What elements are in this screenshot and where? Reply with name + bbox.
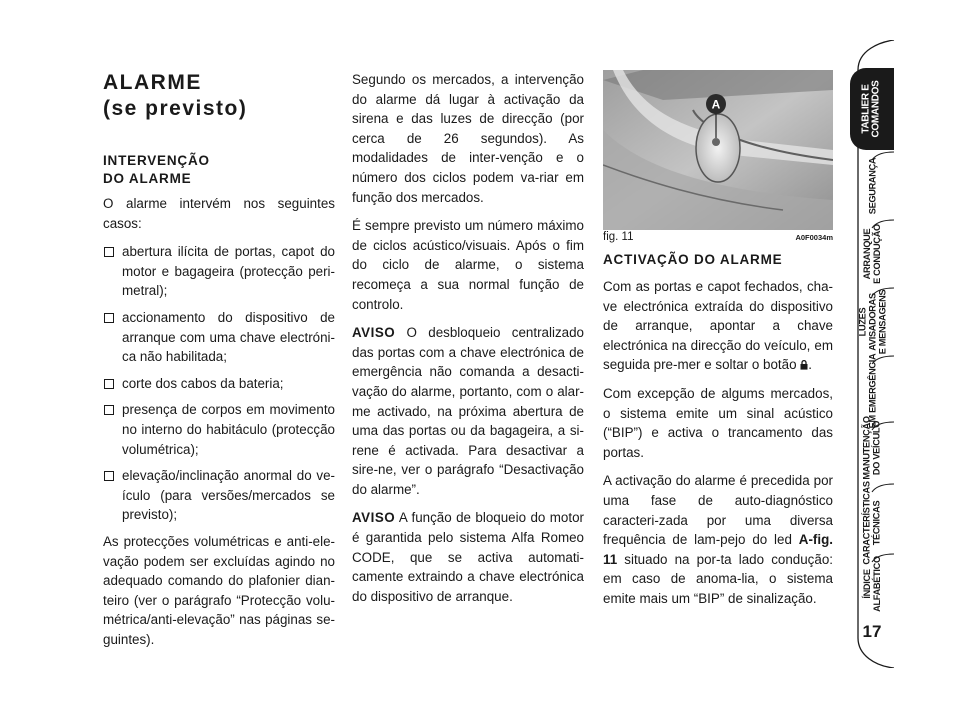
led-housing	[696, 114, 740, 182]
list-item-text: accionamento do dispositivo de arranque com uma chave electróni-ca não habilitada;	[122, 309, 335, 365]
alarm-cases-list	[103, 242, 335, 525]
led-indicator	[712, 138, 720, 146]
diagnostic-text-a: A activação do alarme é precedida por uma fase de auto-diagnóstico caracteri-zada por uma diversa frequência de lam-pejo do led	[603, 473, 833, 548]
paragraph-beep: Com excepção de algums mercados, o sistema emite um sinal acústico (“BIP”) e activa o trancamento das portas.	[603, 385, 833, 460]
paragraph-markets: Segundo os mercados, a intervenção do alarme dá lugar à activação da sirena e das luzes de direcção (por cerca de 26 segundos). As modalidades de inter-venção e o número dos ciclos podem va-riar em função dos mercados.	[352, 72, 584, 205]
figure-code: A0F0034m	[795, 233, 833, 242]
tab-label: EM EMERGÊNCIA	[867, 353, 877, 429]
list-item	[103, 400, 335, 459]
figure-caption	[603, 231, 833, 245]
checkbox-bullet-icon	[104, 471, 114, 481]
list-item-text: abertura ilícita de portas, capot do motor e bagageira (protecção peri-metral);	[122, 244, 335, 299]
tab-seguranca[interactable]	[850, 154, 894, 218]
checkbox-bullet-icon	[104, 405, 114, 415]
tab-indice-alfabetico[interactable]	[850, 552, 894, 616]
figure-label: fig. 11	[603, 231, 634, 243]
tab-label: CARACTERÍSTICAS TÉCNICAS	[862, 481, 883, 565]
chapter-sidebar	[850, 40, 896, 668]
activation-text-end: .	[808, 357, 812, 373]
diagnostic-text-b: situado na por-ta lado condução: em caso de anoma-lia, o sistema emite mais um “BIP” de sinalização.	[603, 551, 833, 606]
warning-engine-lock	[352, 508, 584, 606]
tab-label: MANUTENÇÃO DO VEÍCULO	[862, 416, 883, 480]
subheading-intervencao	[103, 152, 335, 188]
column-3	[603, 251, 833, 618]
figure-door-led	[603, 70, 833, 230]
paragraph-volumetric: As protecções volumétricas e anti-ele-vação podem ser excluídas agindo no adequado comando do plafonier dian-teiro (ver o parágrafo “Protecção volu-métrica/anti-elevação” nas páginas se-guintes).	[103, 533, 335, 647]
checkbox-bullet-icon	[104, 247, 114, 257]
tab-tablier-comandos[interactable]	[850, 68, 894, 150]
paragraph-cycles: É sempre previsto um número máximo de ciclos acústico/visuais. Após o fim do ciclo de alarme, o sistema recomeça a sua normal função de controlo.	[352, 218, 584, 312]
intro-text: O alarme intervém nos seguintes casos:	[103, 196, 335, 231]
figure-reference: A-fig. 11	[603, 532, 833, 567]
callout-marker-label: A	[711, 97, 721, 112]
list-item-text: elevação/inclinação anormal do ve-ículo (para versões/mercados se previsto);	[122, 468, 335, 523]
subheading-activacao: ACTIVAÇÃO DO ALARME	[603, 252, 783, 267]
list-item-text: presença de corpos em movimento no interno do habitáculo (protecção volumétrica);	[122, 402, 335, 457]
list-item	[103, 242, 335, 301]
paragraph-activation	[603, 277, 833, 375]
checkbox-bullet-icon	[104, 379, 114, 389]
warning-unlock	[352, 323, 584, 499]
paragraph-diagnostic	[603, 471, 833, 608]
warning-label: AVISO	[352, 325, 396, 341]
checkbox-bullet-icon	[104, 313, 114, 323]
title-line-1: ALARME	[103, 71, 202, 94]
title-line-2: (se previsto)	[103, 97, 248, 120]
warning-label: AVISO	[352, 510, 396, 526]
tab-arranque-conducao[interactable]	[850, 222, 894, 286]
list-item	[103, 466, 335, 525]
tab-label: SEGURANÇA	[867, 157, 878, 215]
tab-luzes-avisadoras[interactable]	[850, 290, 894, 354]
column-2	[352, 70, 584, 615]
tab-label: ARRANQUE E CONDUÇÃO	[862, 224, 883, 284]
list-item	[103, 374, 335, 394]
subhead-line-2: DO ALARME	[103, 171, 192, 186]
tab-label: ÍNDICE ALFABÉTICO	[862, 556, 883, 612]
list-item	[103, 308, 335, 367]
tab-label: LUZES AVISADORAS E MENSAGENS	[857, 289, 888, 355]
page-number: 17	[862, 622, 882, 641]
section-title	[103, 70, 335, 122]
warning-text: O desbloqueio centralizado das portas com a chave electrónica de emergência não comanda a desacti-vação do alarme, portanto, com o alar-me activado, na próxima abertura de uma das portas ou da bagageira, a si-rene é activada. Para desactivar a sire-ne, ver o parágrafo “Desactivação do alarme”.	[352, 325, 584, 497]
column-1	[103, 70, 335, 658]
subhead-line-1: INTERVENÇÃO	[103, 153, 210, 168]
tab-manutencao-veiculo[interactable]	[850, 416, 894, 480]
door-photo-illustration	[603, 70, 833, 230]
list-item-text: corte dos cabos da bateria;	[122, 375, 284, 391]
warning-text: A função de bloqueio do motor é garantida pelo sistema Alfa Romeo CODE, que se activa automati-camente extraindo a chave electrónica do dispositivo de arranque.	[352, 510, 584, 604]
activation-text: Com as portas e capot fechados, cha-ve electrónica extraída do dispositivo de arranque, apontar a chave electrónica na direcção do veículo, em seguida pre-mer e soltar o botão	[603, 279, 833, 373]
tab-label: TABLIER E COMANDOS	[861, 80, 883, 138]
